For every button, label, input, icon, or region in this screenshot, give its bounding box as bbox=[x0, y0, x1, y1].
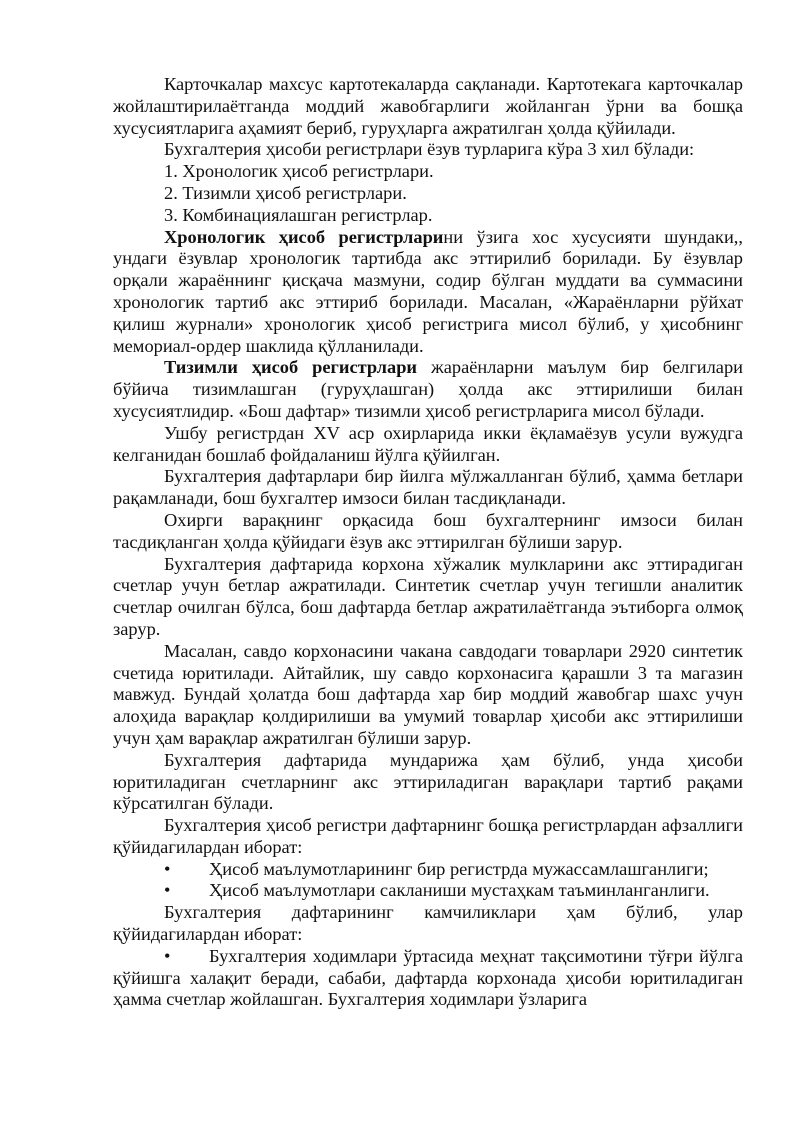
list-item-chronological: 1. Хронологик ҳисоб регистрлари. bbox=[164, 161, 434, 182]
paragraph-card-storage: Карточкалар махсус картотекаларда сақланади. Картотекага карточкалар жойлаштирилаётганда моддий жавобгарлиги жойланган ўрни ва бошқа хусусиятларига аҳамият бериб, гуруҳларга ажратилган ҳолда қўйилади. bbox=[113, 74, 743, 138]
bullet-item bbox=[113, 859, 743, 881]
paragraph-last-sheet: Охирги варақнинг орқасида бош бухгалтернинг имзоси билан тасдиқланган ҳолда қўйидаги ёзув акс эттирилган бўлиши зарур. bbox=[113, 509, 743, 552]
paragraph-systematic-text: жараёнларни маълум бир белгилари бўйича тизимлашган (гуруҳлашган) ҳолда акс эттирилиши билан хусусиятлидир. «Бош дафтар» тизимли ҳисоб регистрларига мисол бўлади. bbox=[113, 357, 743, 421]
term-systematic: Тизимли ҳисоб регистрлари bbox=[164, 357, 418, 378]
document-page bbox=[113, 74, 743, 1011]
bullet-text: Бухгалтерия ходимлари ўртасида меҳнат тақсимотини тўғри йўлга қўйишга халақит беради, сабаби, дафтарда корхонада ҳисоби юритиладиган ҳамма счетлар жойлашган. Бухгалтерия ходимлари ўзларига bbox=[113, 945, 743, 1010]
paragraph-chronological-text: ни ўзига хос хусусияти шундаки,, ундаги ёзувлар хронологик тартибда акс эттирилиб борилади. Бу ёзувлар орқали жараённинг қисқача мазмуни, содир бўлган муддати ва суммасини хронологик тартиб акс эттириб борилади. Масалан, «Жараёнларни рўйхат қилиш журнали» хронологик ҳисоб регистрига мисол бўлиб, у ҳисобнинг мемориал-ордер шаклида қўлланилади. bbox=[113, 226, 744, 356]
paragraph-xv-century: Ушбу регистрдан XV аср охирларида икки ёқламаёзув усули вужудга келганидан бошлаб фойдаланиш йўлга қўйилган. bbox=[113, 422, 743, 465]
paragraph-ledger-pages: Бухгалтерия дафтарида корхона хўжалик мулкларини акс эттирадиган счетлар учун бетлар ажратилади. Синтетик счетлар учун тегишли аналитик счетлар очилган бўлса, бош дафтарда бетлар ажратилаётганда эътиборга олмоқ зарур. bbox=[113, 553, 743, 639]
bullet-icon: • bbox=[164, 945, 171, 966]
bullet-text: Ҳисоб маълумотларининг бир регистрда мужассамлашганлиги; bbox=[209, 858, 709, 879]
term-chronological: Хронологик ҳисоб регистрлари bbox=[164, 226, 444, 247]
paragraph-systematic bbox=[113, 357, 743, 422]
bullet-item bbox=[113, 946, 743, 1011]
bullet-text: Ҳисоб маълумотлари сакланиши мустаҳкам таъминланганлиги. bbox=[209, 880, 710, 901]
paragraph-disadvantages: Бухгалтерия дафтарининг камчиликлари ҳам бўлиб, улар қўйидагилардан иборат: bbox=[113, 902, 743, 945]
bullet-icon: • bbox=[164, 858, 171, 879]
paragraph-ledger-year: Бухгалтерия дафтарлари бир йилга мўлжалланган бўлиб, ҳамма бетлари рақамланади, бош бухгалтер имзоси билан тасдиқланади. bbox=[113, 466, 743, 509]
paragraph-advantages: Бухгалтерия ҳисоб регистри дафтарнинг бошқа регистрлардан афзаллиги қўйидагилардан иборат: bbox=[113, 815, 743, 857]
paragraph-register-types: Бухгалтерия ҳисоби регистрлари ёзув турларига кўра 3 хил бўлади: bbox=[164, 139, 695, 160]
paragraph-chronological bbox=[113, 227, 743, 358]
list-item-combined: 3. Комбинациялашган регистрлар. bbox=[164, 204, 433, 225]
bullet-icon: • bbox=[164, 880, 171, 901]
list-item-systematic: 2. Тизимли ҳисоб регистрлари. bbox=[164, 182, 407, 203]
paragraph-contents: Бухгалтерия дафтарида мундарижа ҳам бўлиб, унда ҳисоби юритиладиган счетларнинг акс эттириладиган варақлари тартиб рақами кўрсатилган бўлади. bbox=[113, 749, 743, 814]
bullet-item bbox=[113, 880, 743, 902]
paragraph-example-trade: Масалан, савдо корхонасини чакана савдодаги товарлари 2920 синтетик счетида юритилади. Айтайлик, шу савдо корхонасига қарашли 3 та магазин мавжуд. Бундай ҳолатда бош дафтарда хар бир моддий жавобгар шахс учун алоҳида варақлар қолдирилиши ва умумий товарлар ҳисоби акс эттирилиши учун ҳам варақлар ажратилган бўлиши зарур. bbox=[113, 640, 743, 748]
